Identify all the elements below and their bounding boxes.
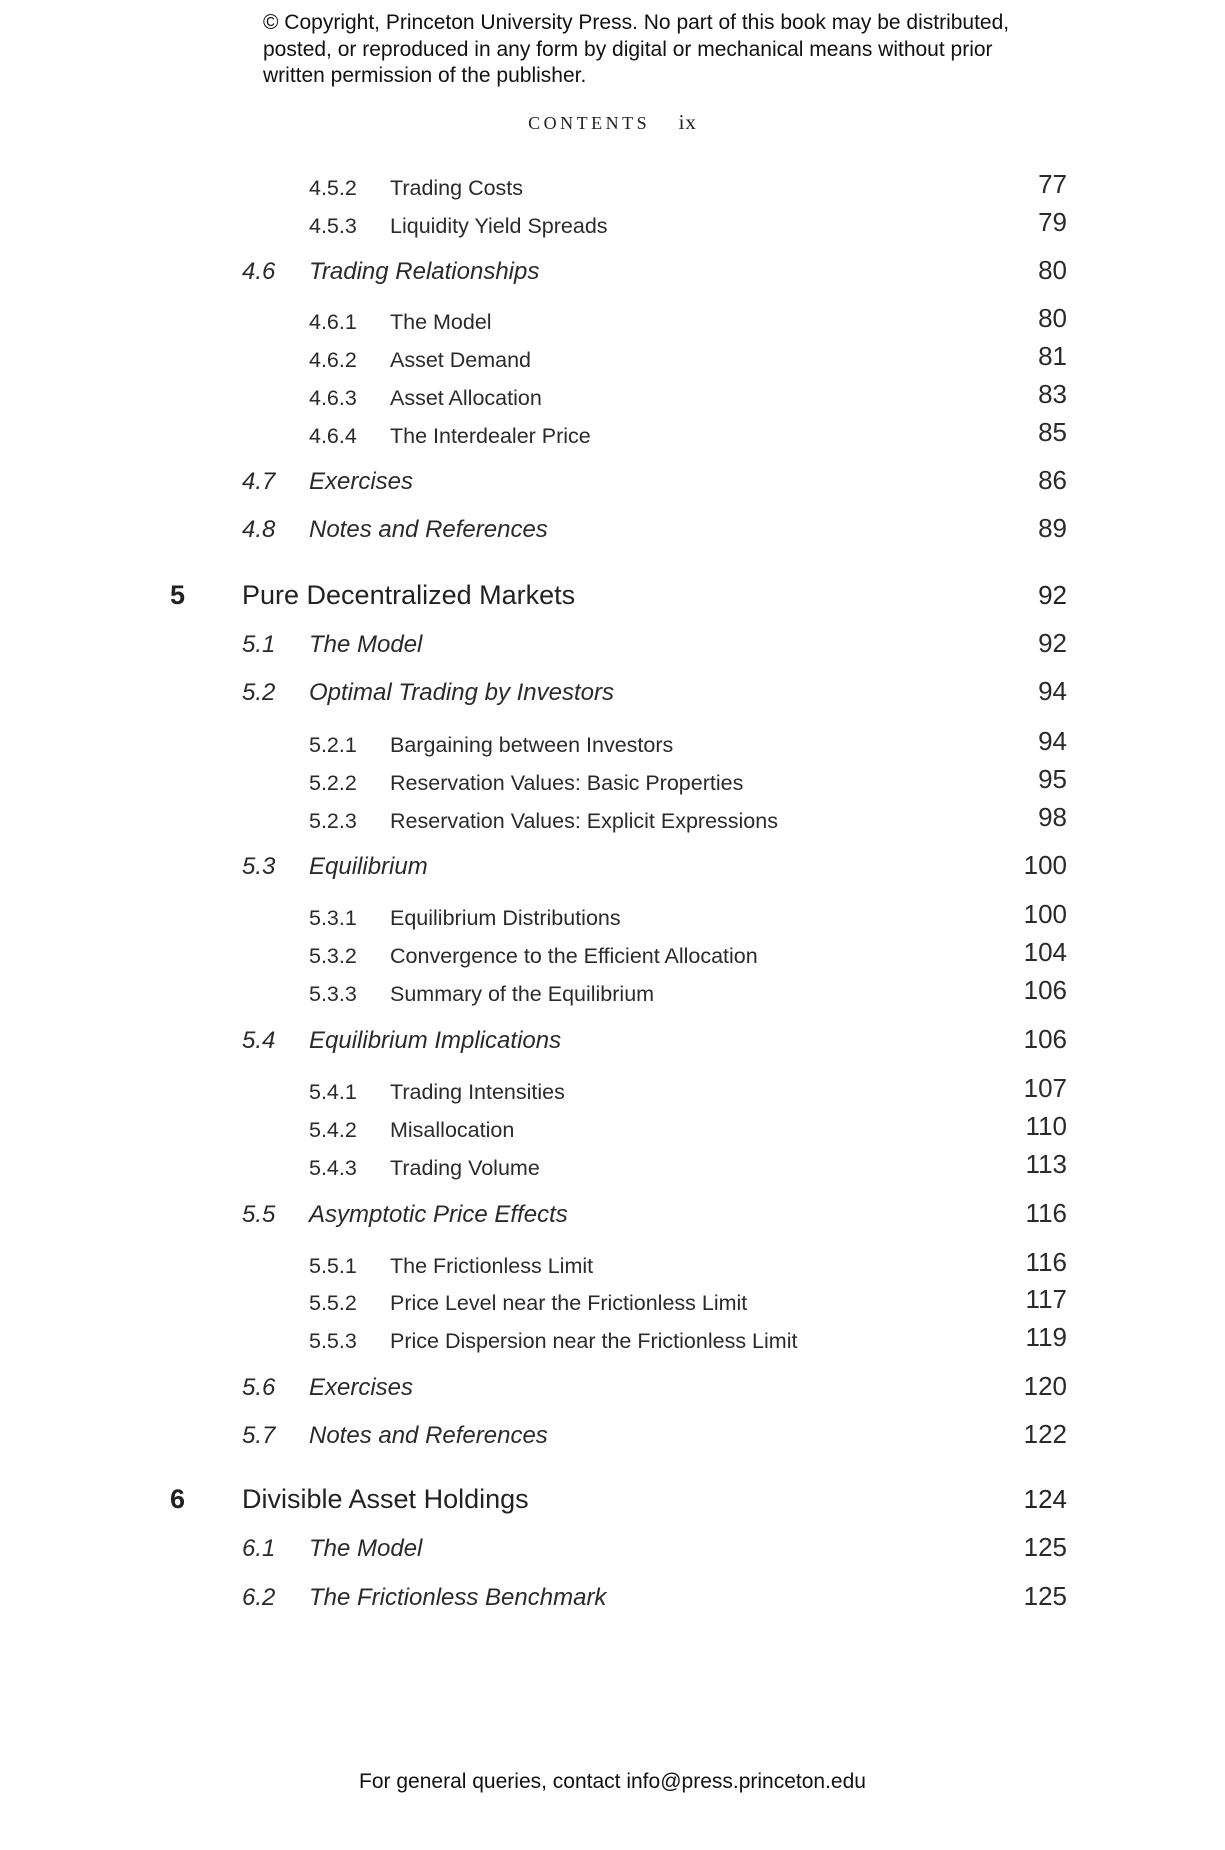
toc-entry-page: 116: [1025, 1198, 1067, 1228]
toc-entry-number: 6.1: [242, 1535, 276, 1562]
toc-entry-page: 119: [1025, 1322, 1067, 1352]
toc-entry-page: 95: [1038, 764, 1067, 794]
toc-entry-page: 104: [1023, 937, 1067, 967]
toc-entry-page: 106: [1023, 975, 1067, 1005]
toc-entry-page: 106: [1023, 1024, 1067, 1054]
toc-entry-title: Equilibrium Distributions: [390, 906, 621, 930]
toc-entry-page: 100: [1023, 850, 1067, 880]
toc-entry-page: 94: [1038, 676, 1067, 706]
toc-entry-title: Asymptotic Price Effects: [309, 1201, 568, 1228]
toc-entry-number: 5.4: [242, 1027, 276, 1054]
toc-entry-number: 5.3: [242, 853, 276, 880]
toc-entry-title: Trading Costs: [390, 176, 524, 200]
toc-entry-number: 4.6.1: [309, 310, 357, 334]
toc-entry-title: Bargaining between Investors: [390, 733, 674, 757]
copyright-notice: © Copyright, Princeton University Press. No part of this book may be distributed, posted, or reproduced in any form by digital or mechanical means without prior written permission of the publisher.: [263, 11, 1010, 87]
toc-entry-title: Asset Demand: [390, 348, 532, 372]
toc-entry-number: 6: [170, 1484, 186, 1514]
toc-entry-page: 122: [1023, 1419, 1067, 1449]
toc-entry-number: 5.5: [242, 1201, 276, 1228]
toc-entry-page: 89: [1038, 513, 1067, 543]
toc-entry-page: 77: [1038, 169, 1067, 199]
toc-entry-number: 5.2: [242, 679, 276, 706]
toc-entry-title: Optimal Trading by Investors: [309, 679, 615, 706]
toc-entry-page: 124: [1023, 1484, 1067, 1514]
toc-entry-title: Trading Relationships: [309, 258, 540, 285]
toc-entry-number: 5.3.1: [309, 906, 357, 930]
toc-entry-title: The Frictionless Limit: [390, 1254, 594, 1278]
toc-entry-title: The Frictionless Benchmark: [309, 1584, 607, 1611]
toc-entry-title: Summary of the Equilibrium: [390, 982, 655, 1006]
toc-entry-title: Pure Decentralized Markets: [242, 580, 576, 610]
toc-entry-title: Trading Volume: [390, 1156, 540, 1180]
toc-entry-title: Notes and References: [309, 1422, 548, 1449]
toc-entry-title: The Model: [390, 310, 492, 334]
toc-entry-number: 5.5.3: [309, 1329, 357, 1353]
toc-entry-number: 5.5.2: [309, 1291, 357, 1315]
toc-entry-title: The Model: [309, 631, 423, 658]
toc-entry-number: 4.6: [242, 258, 276, 285]
toc-entry-title: Liquidity Yield Spreads: [390, 214, 608, 238]
toc-entry-title: Price Level near the Frictionless Limit: [390, 1291, 748, 1315]
toc-entry-title: Convergence to the Efficient Allocation: [390, 944, 758, 968]
toc-entry-page: 86: [1038, 465, 1067, 495]
toc-entry-page: 81: [1038, 341, 1067, 371]
toc-entry-page: 80: [1038, 255, 1067, 285]
toc-entry-page: 125: [1023, 1532, 1067, 1562]
toc-entry-number: 5.5.1: [309, 1254, 357, 1278]
toc-entry-number: 5.2.1: [309, 733, 357, 757]
toc-entry-number: 5.4.1: [309, 1080, 357, 1104]
toc-entry-page: 92: [1038, 580, 1067, 610]
toc-entry-number: 5.4.2: [309, 1118, 357, 1142]
toc-entry-page: 85: [1038, 417, 1067, 447]
running-title: CONTENTS: [528, 113, 651, 133]
toc-entry-number: 4.6.2: [309, 348, 357, 372]
toc-entry-number: 5.2.2: [309, 771, 357, 795]
toc-entry-number: 4.5.3: [309, 214, 357, 238]
toc-entry-title: Price Dispersion near the Frictionless Limit: [390, 1329, 798, 1353]
toc-entry-title: Notes and References: [309, 516, 548, 543]
toc-entry-page: 98: [1038, 802, 1067, 832]
toc-entry-title: Exercises: [309, 1374, 414, 1401]
toc-entry-number: 6.2: [242, 1584, 276, 1611]
page-number: ix: [678, 110, 697, 134]
footer-contact: For general queries, contact info@press.princeton.edu: [359, 1770, 866, 1793]
toc-entry-title: Asset Allocation: [390, 386, 542, 410]
toc-entry-number: 4.8: [242, 516, 276, 543]
toc-entry-page: 107: [1023, 1073, 1067, 1103]
toc-entry-title: The Model: [309, 1535, 423, 1562]
toc-entry-page: 117: [1025, 1284, 1067, 1314]
toc-entry-number: 5.7: [242, 1422, 276, 1449]
toc-entry-page: 113: [1025, 1149, 1067, 1179]
toc-entry-page: 116: [1025, 1247, 1067, 1277]
toc-entry-title: Reservation Values: Basic Properties: [390, 771, 744, 795]
toc-entry-page: 120: [1023, 1371, 1067, 1401]
toc-entry-number: 4.5.2: [309, 176, 357, 200]
toc-entry-title: Exercises: [309, 468, 414, 495]
toc-entry-number: 5.3.2: [309, 944, 357, 968]
toc-entry-number: 4.6.3: [309, 386, 357, 410]
toc-entry-title: Divisible Asset Holdings: [242, 1484, 529, 1514]
toc-entry-page: 125: [1023, 1581, 1067, 1611]
toc-entry-number: 5.1: [242, 631, 276, 658]
toc-entry-page: 79: [1038, 207, 1067, 237]
toc-entry-number: 4.7: [242, 468, 276, 495]
toc-entry-page: 110: [1025, 1111, 1067, 1141]
toc-entry-number: 5.3.3: [309, 982, 357, 1006]
toc-entry-number: 5.2.3: [309, 809, 357, 833]
toc-entry-number: 5: [170, 580, 186, 610]
toc-entry-number: 5.6: [242, 1374, 276, 1401]
toc-entry-title: Trading Intensities: [390, 1080, 565, 1104]
toc-entry-page: 94: [1038, 726, 1067, 756]
toc-entry-page: 100: [1023, 899, 1067, 929]
toc-entry-page: 83: [1038, 379, 1067, 409]
toc-entry-title: Reservation Values: Explicit Expressions: [390, 809, 778, 833]
toc-entry-number: 5.4.3: [309, 1156, 357, 1180]
toc-entry-page: 80: [1038, 303, 1067, 333]
toc-entry-title: Equilibrium: [309, 853, 428, 880]
toc-entry-title: Misallocation: [390, 1118, 515, 1142]
toc-entry-title: Equilibrium Implications: [309, 1027, 562, 1054]
toc-entry-title: The Interdealer Price: [390, 424, 591, 448]
toc-entry-number: 4.6.4: [309, 424, 357, 448]
toc-entry-page: 92: [1038, 628, 1067, 658]
